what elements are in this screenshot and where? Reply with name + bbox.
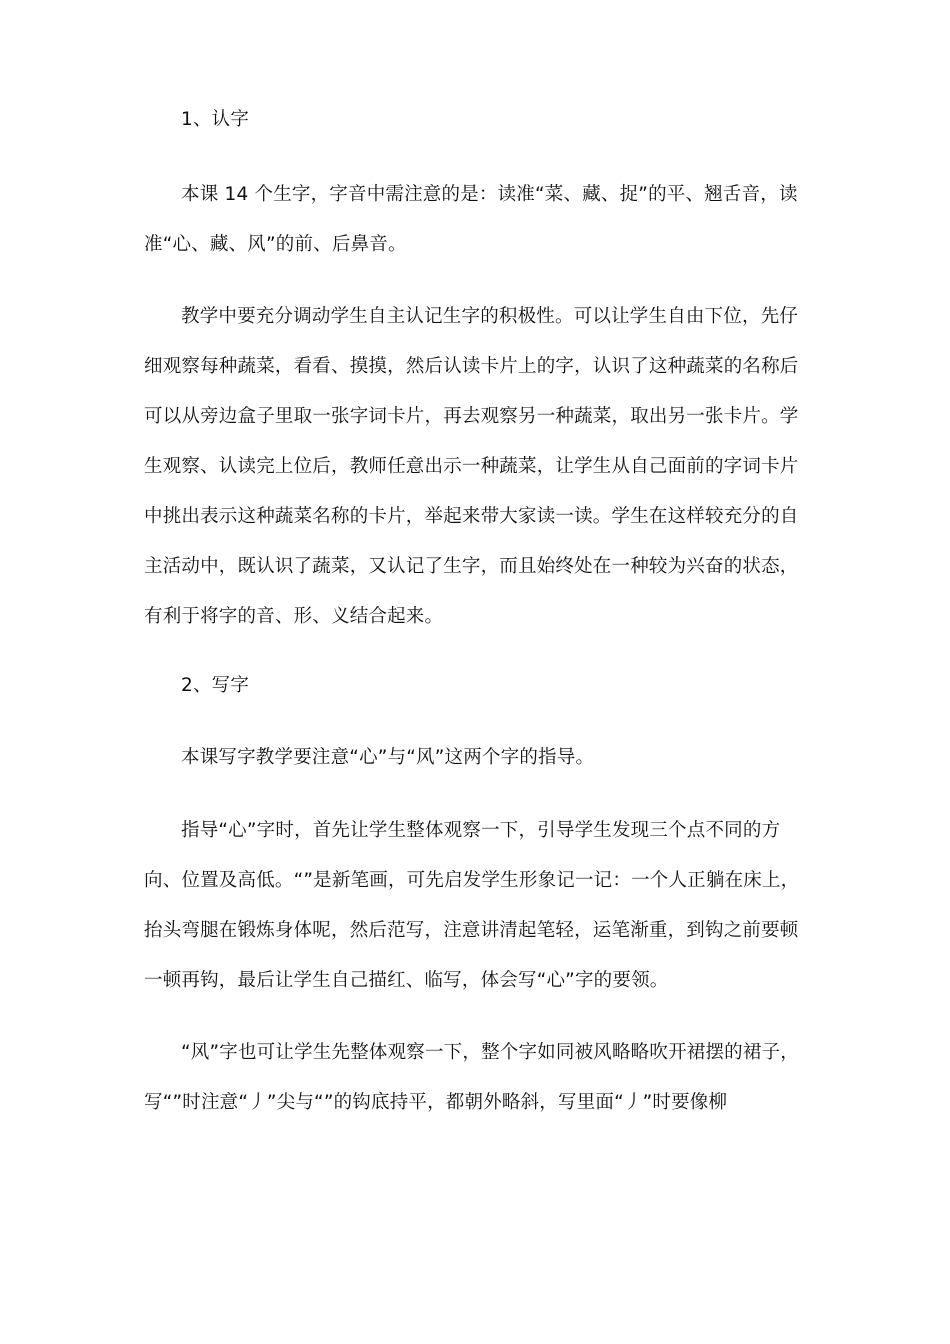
section-heading-1: 1、认字 (181, 109, 250, 130)
paragraph-pronunciation: 本课 14 个生字，字音中需注意的是：读准“菜、藏、捉”的平、翘舌音，读准“心、藏、风”的前、后鼻音。 (144, 184, 798, 255)
paragraph-writing-intro: 本课写字教学要注意“心”与“风”这两个字的指导。 (181, 747, 595, 768)
section-heading-2: 2、写字 (181, 675, 250, 696)
paragraph-recognition-activity: 教学中要充分调动学生自主认记生字的积极性。可以让学生自由下位，先仔细观察每种蔬菜，看看、摸摸，然后认读卡片上的字，认识了这种蔬菜的名称后可以从旁边盒子里取一张字词卡片，再去观察另一种蔬菜，取出另一张卡片。学生观察、认读完上位后，教师任意出示一种蔬菜，让学生从自己面前的字词卡片中挑出表示这种蔬菜名称的卡片，举起来带大家读一读。学生在这样较充分的自主活动中，既认识了蔬菜，又认记了生字，而且始终处在一种较为兴奋的状态，有利于将字的音、形、义结合起来。 (144, 306, 799, 627)
paragraph-feng-character: “风”字也可让学生先整体观察一下，整个字如同被风略略吹开裙摆的裙子，写“”时注意“丿”尖与“”的钩底持平，都朝外略斜，写里面“丿”时要像柳 (144, 1042, 799, 1113)
paragraph-xin-character: 指导“心”字时，首先让学生整体观察一下，引导学生发现三个点不同的方向、位置及高低。“”是新笔画，可先启发学生形象记一记：一个人正躺在床上，抬头弯腿在锻炼身体呢，然后范写，注意讲清起笔轻，运笔渐重，到钩之前要顿一顿再钩，最后让学生自己描红、临写，体会写“心”字的要领。 (144, 820, 800, 991)
